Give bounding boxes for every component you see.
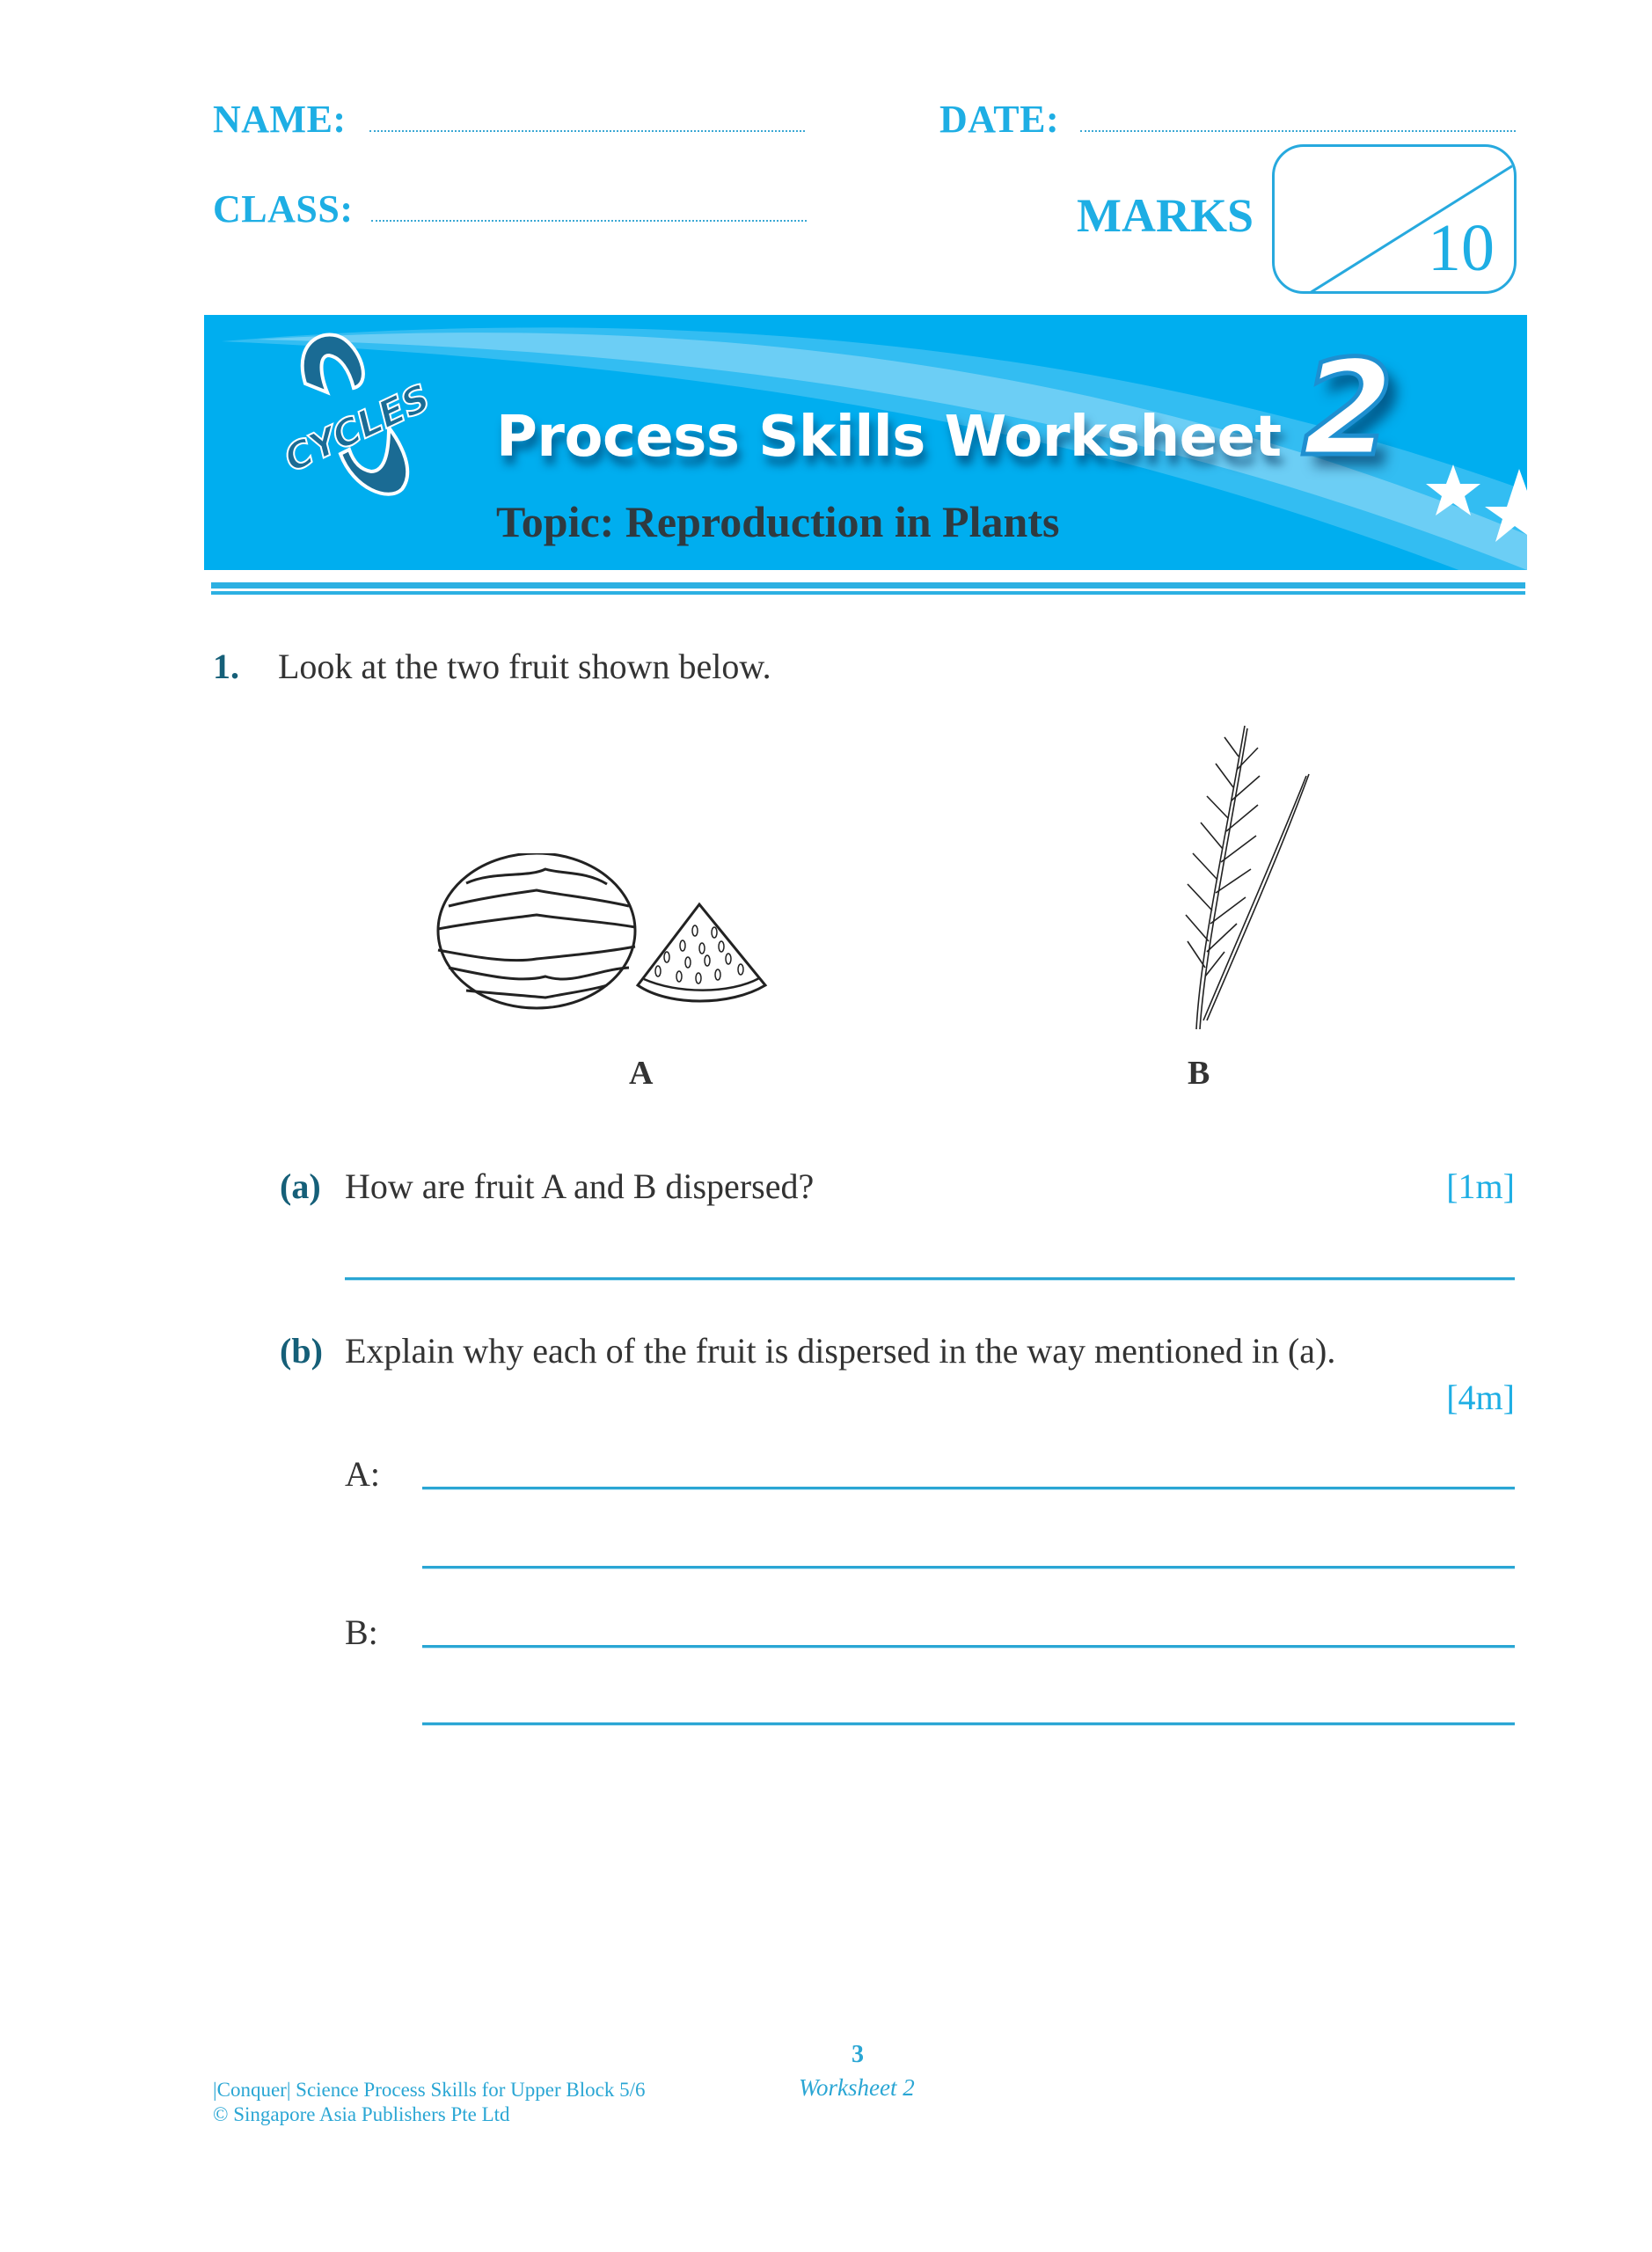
page-number: 3	[852, 2041, 864, 2068]
part-a-label: (a)	[280, 1166, 321, 1206]
answer-line-b-a-2[interactable]	[422, 1566, 1515, 1568]
name-label: NAME:	[213, 98, 347, 141]
figure-label-b: B	[1188, 1055, 1210, 1092]
part-b-label: (b)	[280, 1331, 323, 1371]
footer-worksheet: Worksheet 2	[799, 2074, 915, 2101]
title-banner	[204, 315, 1527, 570]
footer-copyright: © Singapore Asia Publishers Pte Ltd	[213, 2103, 510, 2125]
footer-book-title: |Conquer| Science Process Skills for Upper Block 5/6	[213, 2079, 646, 2101]
date-field[interactable]	[1080, 130, 1516, 132]
marks-label: MARKS	[1077, 189, 1254, 242]
grass-spikelet-icon	[1161, 721, 1337, 1038]
header-rule	[211, 582, 1525, 589]
part-b-text: Explain why each of the fruit is dispersed in the way mentioned in (a).	[345, 1331, 1336, 1371]
cycles-logo	[257, 322, 433, 507]
marks-box[interactable]	[1272, 144, 1517, 294]
figure-label-a: A	[629, 1055, 654, 1092]
worksheet-title: Process Skills Worksheet	[496, 405, 1282, 470]
answer-line-b-b-1[interactable]	[422, 1645, 1515, 1648]
question-number: 1.	[213, 647, 239, 686]
date-label: DATE:	[939, 98, 1060, 141]
topic-title: Topic: Reproduction in Plants	[496, 497, 1060, 546]
svg-text:CYCLES: CYCLES	[277, 376, 433, 481]
part-a-text: How are fruit A and B dispersed?	[345, 1166, 815, 1206]
watermelon-icon	[431, 853, 800, 1012]
answer-line-a[interactable]	[345, 1277, 1515, 1280]
answer-line-b-a-1[interactable]	[422, 1487, 1515, 1489]
part-a-marks: [1m]	[1446, 1166, 1515, 1206]
worksheet-number: 2	[1302, 333, 1394, 486]
answer-label-b: B:	[345, 1612, 378, 1652]
header-rule	[211, 591, 1525, 595]
question-text: Look at the two fruit shown below.	[278, 647, 771, 686]
cycles-logo-icon	[257, 322, 433, 507]
class-label: CLASS:	[213, 187, 354, 230]
marks-total: 10	[1428, 211, 1495, 285]
class-field[interactable]	[371, 220, 807, 222]
part-b-marks: [4m]	[1446, 1378, 1515, 1417]
name-field[interactable]	[369, 130, 805, 132]
answer-label-a: A:	[345, 1454, 380, 1494]
answer-line-b-b-2[interactable]	[422, 1722, 1515, 1725]
footer-book	[213, 2078, 646, 2127]
